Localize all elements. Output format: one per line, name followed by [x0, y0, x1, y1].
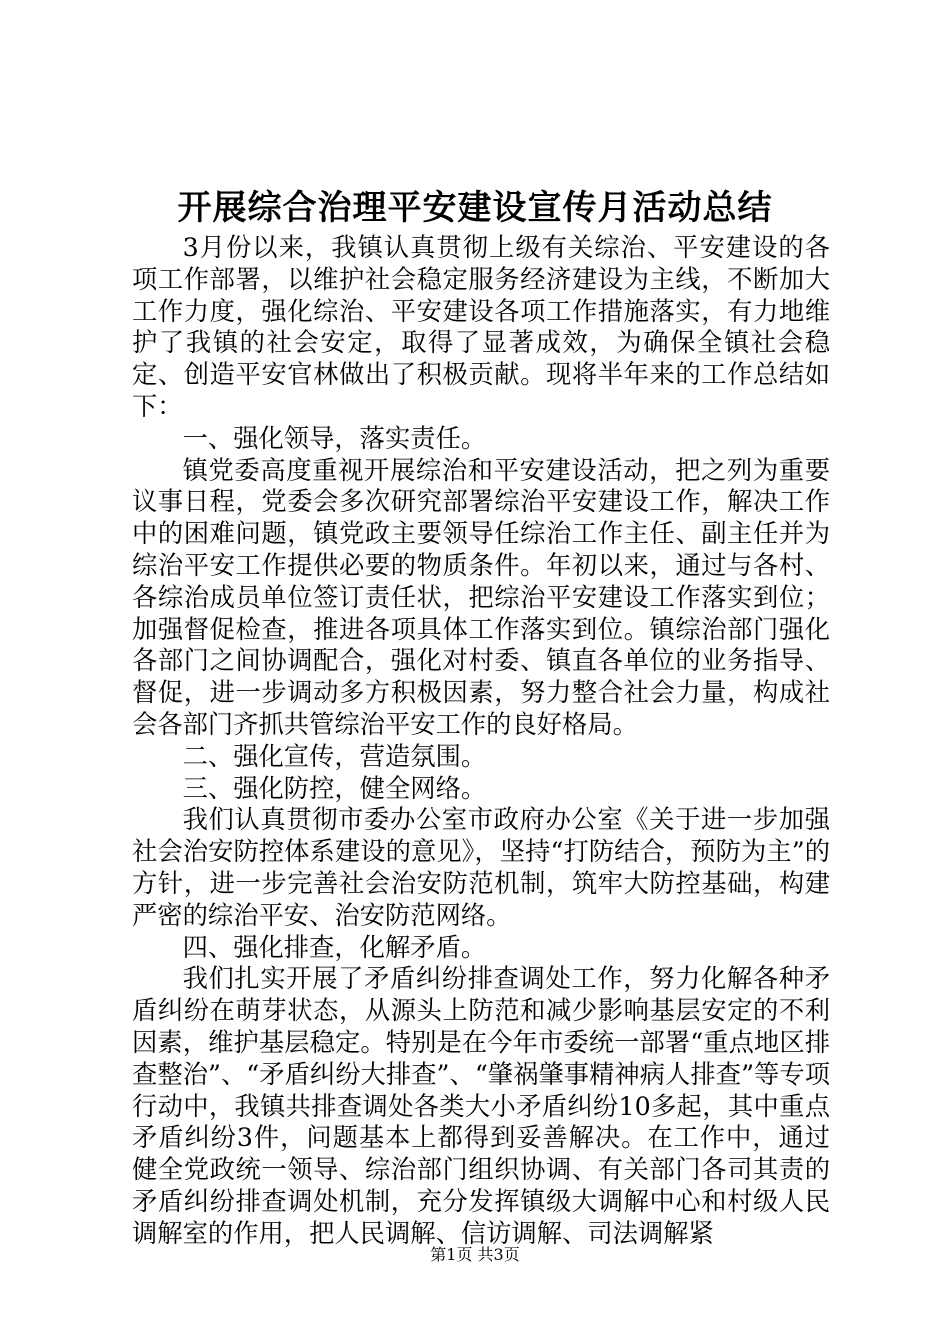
section-heading-3: 三、强化防控，健全网络。	[182, 773, 487, 803]
document-body	[132, 232, 830, 1250]
section-heading-4: 四、强化排查，化解矛盾。	[182, 932, 487, 962]
document-title: 开展综合治理平安建设宣传月活动总结	[177, 188, 773, 228]
section-heading-2: 二、强化宣传，营造氛围。	[182, 741, 487, 771]
paragraph-intro: 3月份以来，我镇认真贯彻上级有关综治、平安建设的各项工作部署，以维护社会稳定服务经济建设为主线，不断加大工作力度，强化综治、平安建设各项工作措施落实，有力地维护了我镇的社会安定，取得了显著成效，为确保全镇社会稳定、创造平安官林做出了积极贡献。现将半年来的工作总结如下：	[132, 233, 830, 421]
paragraph-section-1: 镇党委高度重视开展综治和平安建设活动，把之列为重要议事日程，党委会多次研究部署综治平安建设工作，解决工作中的困难问题，镇党政主要领导任综治工作主任、副主任并为综治平安工作提供必要的物质条件。年初以来，通过与各村、各综治成员单位签订责任状，把综治平安建设工作落实到位；加强督促检查，推进各项具体工作落实到位。镇综治部门强化各部门之间协调配合，强化对村委、镇直各单位的业务指导、督促，进一步调动多方积极因素，努力整合社会力量，构成社会各部门齐抓共管综治平安工作的良好格局。	[132, 455, 830, 739]
section-heading-1: 一、强化领导，落实责任。	[182, 423, 487, 453]
paragraph-section-4: 我们扎实开展了矛盾纠纷排查调处工作，努力化解各种矛盾纠纷在萌芽状态，从源头上防范和减少影响基层安定的不利因素，维护基层稳定。特别是在今年市委统一部署“重点地区排查整治”、“矛盾纠纷大排查”、“肇祸肇事精神病人排查”等专项行动中，我镇共排查调处各类大小矛盾纠纷10多起，其中重点矛盾纠纷3件，问题基本上都得到妥善解决。在工作中，通过健全党政统一领导、综治部门组织协调、有关部门各司其责的矛盾纠纷排查调处机制，充分发挥镇级大调解中心和村级人民调解室的作用，把人民调解、信访调解、司法调解紧	[132, 964, 830, 1248]
paragraph-section-3: 我们认真贯彻市委办公室市政府办公室《关于进一步加强社会治安防控体系建设的意见》，坚持“打防结合，预防为主”的方针，进一步完善社会治安防范机制，筑牢大防控基础，构建严密的综治平安、治安防范网络。	[132, 805, 830, 930]
page-footer: 第1页 共3页	[430, 1245, 520, 1264]
